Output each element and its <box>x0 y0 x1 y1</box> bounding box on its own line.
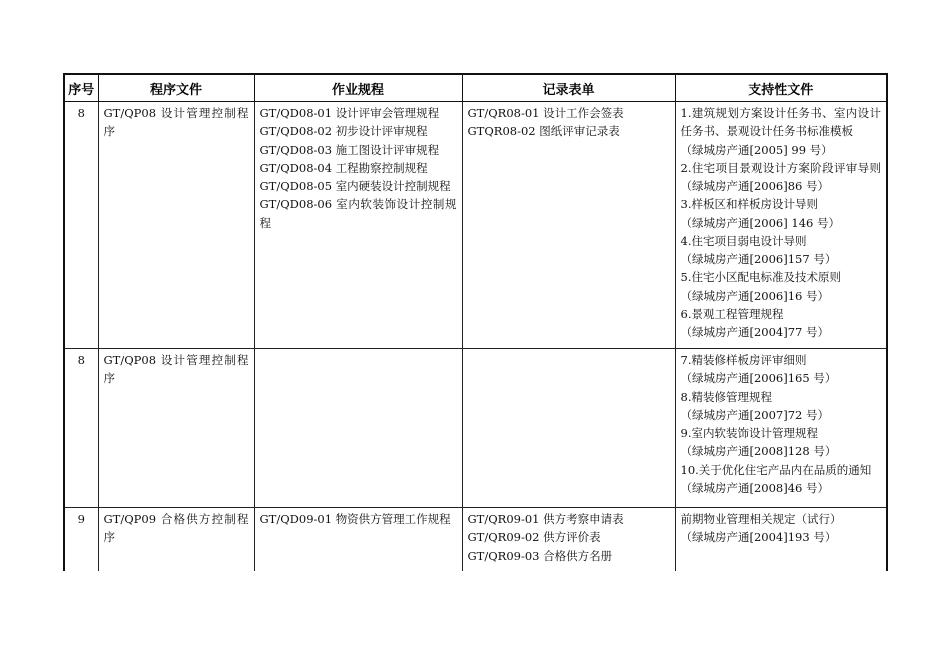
record-form-item: GT/QR08-01 设计工作会签表 <box>467 106 624 120</box>
supporting-doc-line: 6.景观工程管理规程 <box>680 306 784 321</box>
procedure-document-table <box>63 73 888 571</box>
record-form-item: GT/QR09-02 供方评价表 <box>467 530 601 545</box>
supporting-doc-line: （绿城房产通[2004]193 号） <box>680 530 837 545</box>
header-record-forms: 记录表单 <box>462 74 675 102</box>
supporting-doc-line: 3.样板区和样板房设计导则 <box>680 197 818 212</box>
record-form-item: GT/QR09-01 供方考察申请表 <box>467 512 624 526</box>
work-rule-item: GT/QD08-06 室内软装饰设计控制规程 <box>259 197 457 230</box>
work-rules-cell <box>254 349 462 508</box>
supporting-doc-line: （绿城房产通[2006] 146 号） <box>680 215 840 230</box>
header-procedure-file: 程序文件 <box>98 74 254 102</box>
table-header-row <box>64 74 887 102</box>
work-rule-item: GT/QD08-02 初步设计评审规程 <box>259 124 428 139</box>
supporting-doc-line: 10.关于优化住宅产品内在品质的通知 <box>680 462 872 477</box>
work-rule-item: GT/QD09-01 物资供方管理工作规程 <box>259 512 451 526</box>
supporting-doc-line: （绿城房产通[2004]77 号） <box>680 325 830 339</box>
header-supporting-docs: 支持性文件 <box>675 74 887 102</box>
supporting-doc-line: 7.精装修样板房评审细则 <box>680 353 807 367</box>
procedure-cell <box>98 349 254 508</box>
supporting-doc-line: 9.室内软装饰设计管理规程 <box>680 426 818 440</box>
supporting-doc-line: （绿城房产通[2006]157 号） <box>680 252 837 266</box>
serial-no-cell: 8 <box>64 102 98 349</box>
header-serial-no: 序号 <box>64 74 98 102</box>
records-cell <box>462 349 675 508</box>
header-work-rules: 作业规程 <box>254 74 462 102</box>
supporting-doc-line: 1.建筑规划方案设计任务书、室内设计任务书、景观设计任务书标准模板 <box>680 106 881 139</box>
record-form-item: GTQR08-02 图纸评审记录表 <box>467 124 620 139</box>
table-row <box>64 508 887 571</box>
work-rule-item: GT/QD08-04 工程勘察控制规程 <box>259 160 428 175</box>
supporting-doc-line: 前期物业管理相关规定（试行） <box>680 512 842 526</box>
procedure-text: GT/QP09 合格供方控制程序 <box>103 512 249 545</box>
work-rule-item: GT/QD08-05 室内硬装设计控制规程 <box>259 179 451 193</box>
supporting-doc-line: （绿城房产通[2008]46 号） <box>680 480 830 495</box>
procedure-text: GT/QP08 设计管理控制程序 <box>103 106 249 139</box>
procedure-cell <box>98 508 254 571</box>
work-rules-cell <box>254 508 462 571</box>
serial-no-cell: 9 <box>64 508 98 571</box>
record-form-item: GT/QR09-03 合格供方名册 <box>467 548 613 563</box>
work-rules-cell <box>254 102 462 349</box>
supporting-doc-line: （绿城房产通[2007]72 号） <box>680 407 830 422</box>
supporting-doc-line: 5.住宅小区配电标准及技术原则 <box>680 270 841 285</box>
work-rule-item: GT/QD08-01 设计评审会管理规程 <box>259 106 440 120</box>
records-cell <box>462 508 675 571</box>
serial-no-cell: 8 <box>64 349 98 508</box>
supporting-doc-line: （绿城房产通[2006]16 号） <box>680 288 830 303</box>
records-cell <box>462 102 675 349</box>
supporting-doc-line: 2.住宅项目景观设计方案阶段评审导则（绿城房产通[2006]86 号） <box>680 160 881 193</box>
supporting-docs-cell <box>675 349 887 508</box>
procedure-cell <box>98 102 254 349</box>
table-row <box>64 102 887 349</box>
supporting-doc-line: （绿城房产通[2006]165 号） <box>680 371 837 386</box>
supporting-docs-cell <box>675 508 887 571</box>
table-row <box>64 349 887 508</box>
supporting-doc-line: 4.住宅项目弱电设计导则 <box>680 233 807 248</box>
supporting-docs-cell <box>675 102 887 349</box>
supporting-doc-line: （绿城房产通[2005] 99 号） <box>680 142 833 157</box>
work-rule-item: GT/QD08-03 施工图设计评审规程 <box>259 142 440 157</box>
procedure-text: GT/QP08 设计管理控制程序 <box>103 353 249 386</box>
supporting-doc-line: （绿城房产通[2008]128 号） <box>680 444 837 459</box>
supporting-doc-line: 8.精装修管理规程 <box>680 389 772 404</box>
